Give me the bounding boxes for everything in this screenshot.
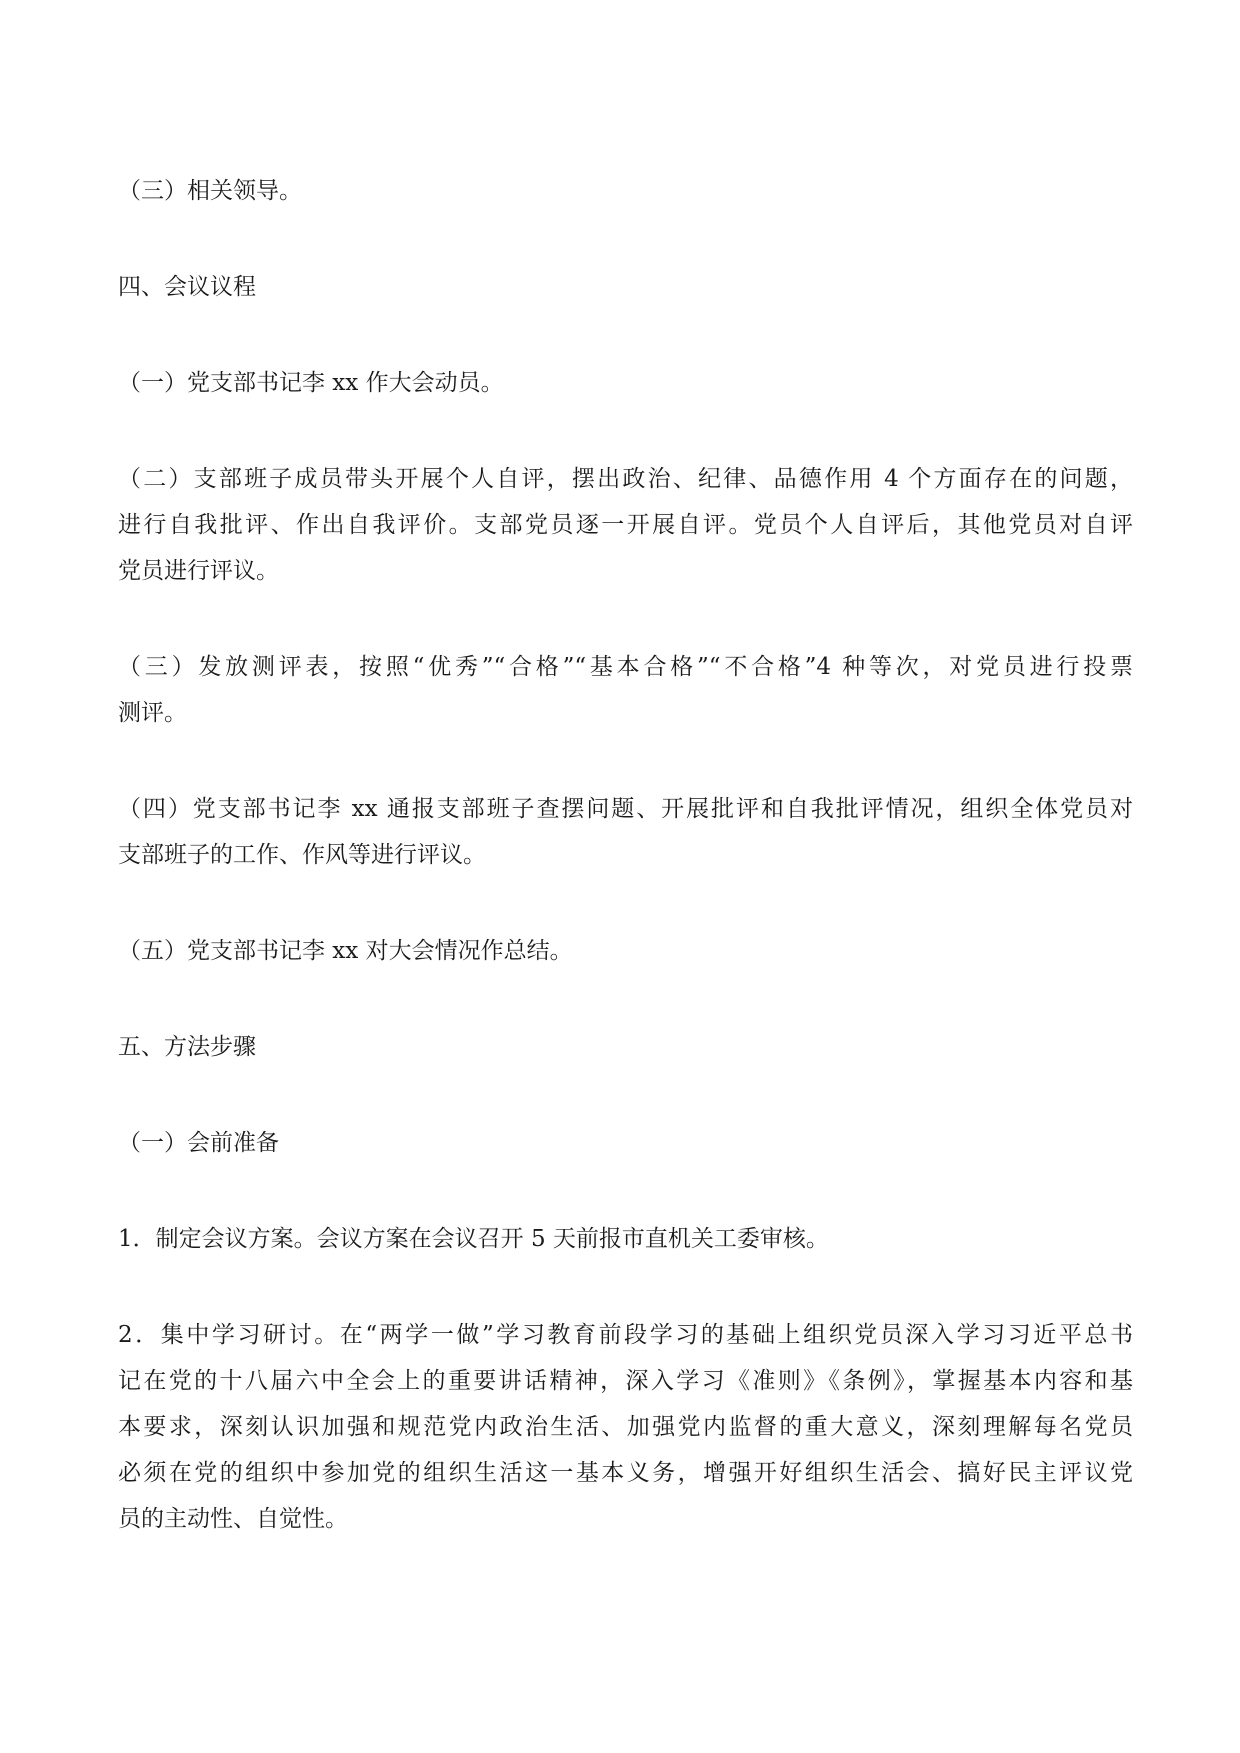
agenda-item-4-line-2: 支部班子的工作、作风等进行评议。 — [118, 842, 486, 868]
step-2-line-2: 记在党的十八届六中全会上的重要讲话精神，深入学习《准则》《条例》，掌握基本内容和基 — [118, 1368, 1133, 1394]
subsection-heading-preparation: （一）会前准备 — [118, 1130, 279, 1156]
step-2-line-5: 员的主动性、自觉性。 — [118, 1506, 348, 1532]
step-1: 1．制定会议方案。会议方案在会议召开 5 天前报市直机关工委审核。 — [118, 1226, 829, 1252]
section-heading-methods: 五、方法步骤 — [118, 1034, 256, 1060]
step-2-line-3: 本要求，深刻认识加强和规范党内政治生活、加强党内监督的重大意义，深刻理解每名党员 — [118, 1414, 1133, 1440]
agenda-item-2-line-3: 党员进行评议。 — [118, 558, 279, 584]
agenda-item-2-line-2: 进行自我批评、作出自我评价。支部党员逐一开展自评。党员个人自评后，其他党员对自评 — [118, 512, 1133, 538]
step-2-line-1: 2．集中学习研讨。在“两学一做”学习教育前段学习的基础上组织党员深入学习习近平总书 — [118, 1322, 1133, 1348]
agenda-item-1: （一）党支部书记李 xx 作大会动员。 — [118, 370, 504, 396]
agenda-item-3-line-1: （三）发放测评表，按照“优秀”“合格”“基本合格”“不合格”4 种等次，对党员进行投票 — [118, 654, 1133, 680]
section-heading-agenda: 四、会议议程 — [118, 274, 256, 300]
agenda-item-3-line-2: 测评。 — [118, 700, 187, 726]
item-related-leaders: （三）相关领导。 — [118, 178, 302, 204]
agenda-item-5: （五）党支部书记李 xx 对大会情况作总结。 — [118, 938, 573, 964]
agenda-item-2-line-1: （二）支部班子成员带头开展个人自评，摆出政治、纪律、品德作用 4 个方面存在的问题， — [118, 466, 1133, 492]
step-2-line-4: 必须在党的组织中参加党的组织生活这一基本义务，增强开好组织生活会、搞好民主评议党 — [118, 1460, 1133, 1486]
agenda-item-4-line-1: （四）党支部书记李 xx 通报支部班子查摆问题、开展批评和自我批评情况，组织全体党员对 — [118, 796, 1133, 822]
